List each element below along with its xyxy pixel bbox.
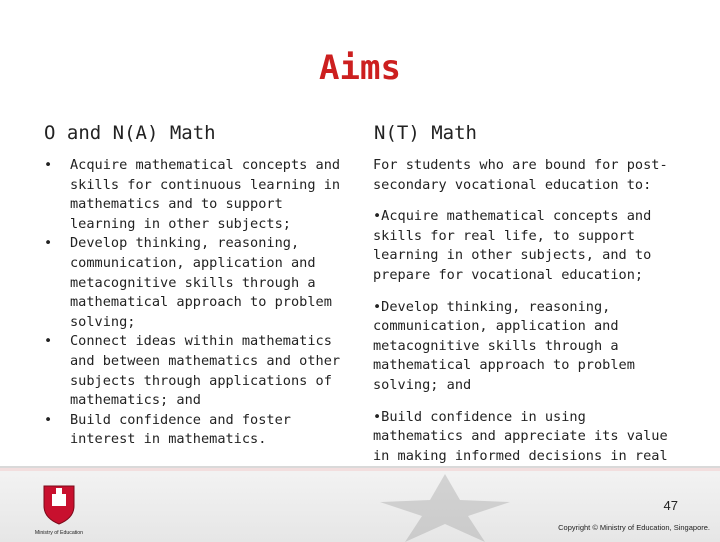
list-item: • Build confidence and foster interest in mathematics. xyxy=(44,411,344,450)
list-item: •Build confidence in using mathematics and appreciate its value in making informed decisions in real xyxy=(373,408,668,464)
list-item: • Connect ideas within mathematics and between mathematics and other subjects through applications of mathematics; and xyxy=(44,332,344,410)
right-column xyxy=(373,156,673,498)
moe-logo xyxy=(22,482,96,538)
copyright-text: Copyright © Ministry of Education, Singapore. xyxy=(558,523,710,532)
left-column-heading: O and N(A) Math xyxy=(44,122,216,144)
list-item: • Acquire mathematical concepts and skills for continuous learning in mathematics and to support learning in other subjects; xyxy=(44,156,344,234)
left-bullet-list xyxy=(44,156,344,450)
list-item: • Develop thinking, reasoning, communication, application and metacognitive skills through a mathematical approach to problem solving; xyxy=(44,234,344,332)
slide-title: Aims xyxy=(319,48,401,88)
crest-icon xyxy=(22,482,96,538)
right-column-heading: N(T) Math xyxy=(374,122,477,144)
list-item: •Acquire mathematical concepts and skills for real life, to support learning in other subjects, and to prepare for vocational education; xyxy=(373,208,652,283)
right-intro: For students who are bound for post-secondary vocational education to: xyxy=(373,157,668,193)
page-number: 47 xyxy=(663,498,678,513)
logo-text: Ministry of Education xyxy=(34,530,84,536)
list-item: •Develop thinking, reasoning, communication, application and metacognitive skills through a mathematical approach to problem solving; and xyxy=(373,298,635,393)
footer-bar xyxy=(0,466,720,542)
watermark-star-icon xyxy=(360,472,530,542)
